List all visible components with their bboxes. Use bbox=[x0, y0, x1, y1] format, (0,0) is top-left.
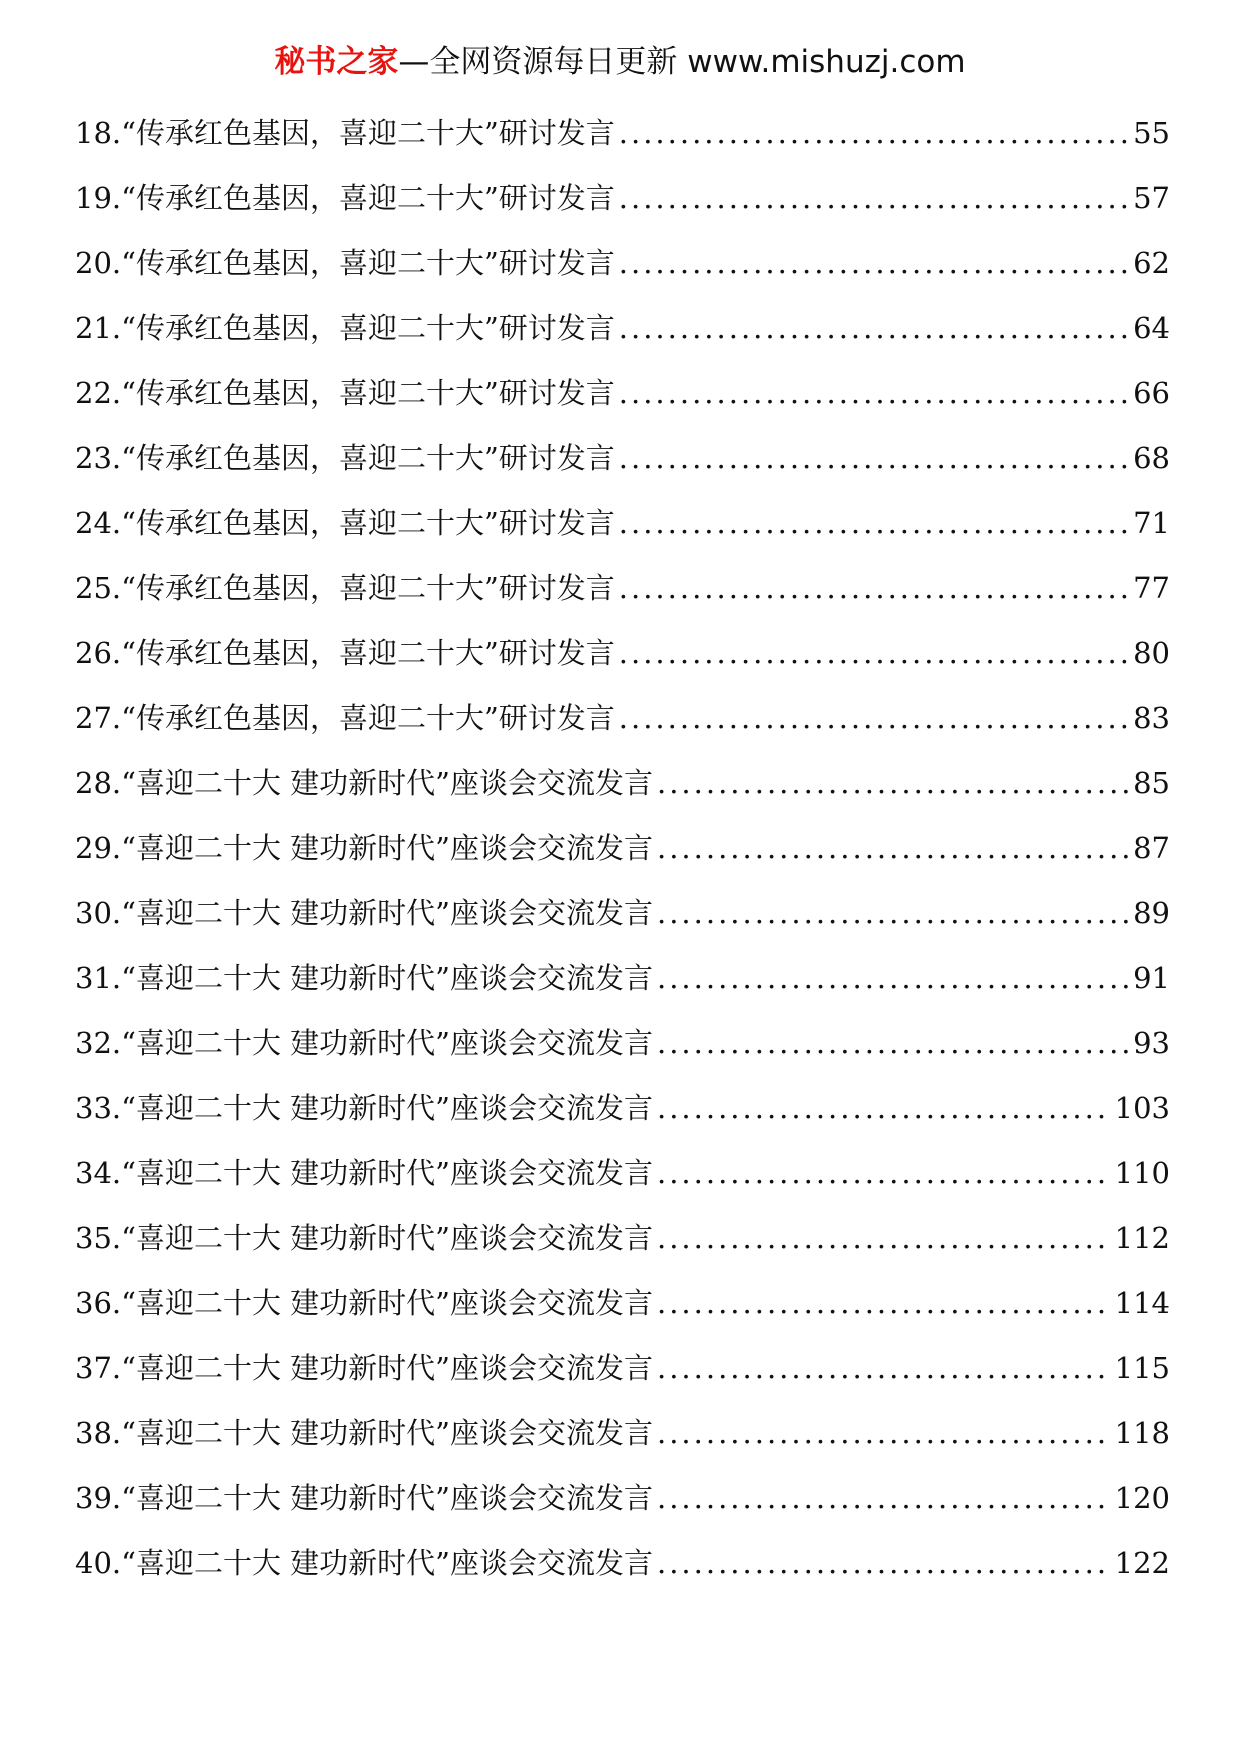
toc-entry-page-number: 83 bbox=[1133, 701, 1170, 735]
toc-entry-number: 40. bbox=[75, 1546, 122, 1580]
toc-entry-number: 26. bbox=[75, 636, 122, 670]
toc-dot-leader bbox=[657, 1409, 1111, 1457]
toc-entry-page-number: 64 bbox=[1133, 311, 1170, 345]
toc-entry[interactable] bbox=[75, 1474, 1170, 1539]
toc-entry-page-number: 115 bbox=[1114, 1351, 1170, 1385]
table-of-contents bbox=[75, 109, 1170, 1604]
toc-entry-page-number: 120 bbox=[1114, 1481, 1170, 1515]
toc-dot-leader bbox=[657, 1344, 1111, 1392]
toc-entry-title: “喜迎二十大 建功新时代”座谈会交流发言 bbox=[121, 766, 653, 800]
toc-entry-number: 31. bbox=[75, 961, 122, 995]
toc-entry-page-number: 55 bbox=[1133, 116, 1170, 150]
toc-dot-leader bbox=[619, 109, 1129, 157]
toc-entry[interactable] bbox=[75, 174, 1170, 239]
toc-entry[interactable] bbox=[75, 109, 1170, 174]
toc-entry-number: 38. bbox=[75, 1416, 122, 1450]
toc-entry[interactable] bbox=[75, 1279, 1170, 1344]
toc-entry-number: 34. bbox=[75, 1156, 122, 1190]
toc-entry-page-number: 87 bbox=[1133, 831, 1170, 865]
toc-entry-title: “传承红色基因，喜迎二十大”研讨发言 bbox=[121, 636, 615, 670]
toc-entry-number: 36. bbox=[75, 1286, 122, 1320]
toc-entry-title: “喜迎二十大 建功新时代”座谈会交流发言 bbox=[121, 1026, 653, 1060]
toc-entry-number: 20. bbox=[75, 246, 122, 280]
toc-entry[interactable] bbox=[75, 304, 1170, 369]
toc-entry-number: 23. bbox=[75, 441, 122, 475]
toc-entry-title: “传承红色基因，喜迎二十大”研讨发言 bbox=[121, 181, 615, 215]
toc-entry[interactable] bbox=[75, 889, 1170, 954]
toc-entry-number: 28. bbox=[75, 766, 122, 800]
toc-entry[interactable] bbox=[75, 824, 1170, 889]
toc-dot-leader bbox=[619, 304, 1129, 352]
toc-entry-number: 24. bbox=[75, 506, 122, 540]
toc-entry-page-number: 118 bbox=[1114, 1416, 1170, 1450]
toc-entry[interactable] bbox=[75, 564, 1170, 629]
toc-entry[interactable] bbox=[75, 369, 1170, 434]
toc-entry-number: 22. bbox=[75, 376, 122, 410]
toc-dot-leader bbox=[657, 1019, 1129, 1067]
toc-entry-page-number: 85 bbox=[1133, 766, 1170, 800]
toc-entry-title: “喜迎二十大 建功新时代”座谈会交流发言 bbox=[121, 1481, 653, 1515]
toc-entry-title: “传承红色基因，喜迎二十大”研讨发言 bbox=[121, 376, 615, 410]
toc-entry-number: 30. bbox=[75, 896, 122, 930]
page-header bbox=[0, 40, 1240, 84]
toc-dot-leader bbox=[657, 759, 1129, 807]
toc-dot-leader bbox=[657, 1084, 1111, 1132]
toc-entry-title: “传承红色基因，喜迎二十大”研讨发言 bbox=[121, 441, 615, 475]
toc-dot-leader bbox=[657, 1214, 1111, 1262]
toc-dot-leader bbox=[657, 889, 1129, 937]
toc-entry-title: “喜迎二十大 建功新时代”座谈会交流发言 bbox=[121, 1156, 653, 1190]
toc-entry-page-number: 114 bbox=[1114, 1286, 1170, 1320]
toc-dot-leader bbox=[619, 434, 1129, 482]
toc-entry-number: 33. bbox=[75, 1091, 122, 1125]
toc-entry-number: 25. bbox=[75, 571, 122, 605]
toc-entry-page-number: 122 bbox=[1114, 1546, 1170, 1580]
toc-entry-title: “传承红色基因，喜迎二十大”研讨发言 bbox=[121, 701, 615, 735]
toc-entry-title: “传承红色基因，喜迎二十大”研讨发言 bbox=[121, 246, 615, 280]
toc-entry-title: “喜迎二十大 建功新时代”座谈会交流发言 bbox=[121, 1351, 653, 1385]
toc-entry-title: “喜迎二十大 建功新时代”座谈会交流发言 bbox=[121, 1286, 653, 1320]
toc-entry[interactable] bbox=[75, 1084, 1170, 1149]
toc-dot-leader bbox=[619, 499, 1129, 547]
toc-entry-number: 32. bbox=[75, 1026, 122, 1060]
toc-entry-title: “喜迎二十大 建功新时代”座谈会交流发言 bbox=[121, 896, 653, 930]
toc-entry-page-number: 80 bbox=[1133, 636, 1170, 670]
toc-entry-page-number: 68 bbox=[1133, 441, 1170, 475]
toc-dot-leader bbox=[619, 369, 1129, 417]
toc-entry-title: “传承红色基因，喜迎二十大”研讨发言 bbox=[121, 311, 615, 345]
toc-entry-title: “喜迎二十大 建功新时代”座谈会交流发言 bbox=[121, 1416, 653, 1450]
toc-entry-title: “传承红色基因，喜迎二十大”研讨发言 bbox=[121, 116, 615, 150]
toc-entry-title: “喜迎二十大 建功新时代”座谈会交流发言 bbox=[121, 1091, 653, 1125]
toc-entry[interactable] bbox=[75, 1539, 1170, 1604]
toc-entry-page-number: 66 bbox=[1133, 376, 1170, 410]
toc-entry-page-number: 103 bbox=[1114, 1091, 1170, 1125]
toc-entry[interactable] bbox=[75, 1149, 1170, 1214]
toc-entry-number: 29. bbox=[75, 831, 122, 865]
toc-entry-page-number: 57 bbox=[1133, 181, 1170, 215]
toc-entry-title: “喜迎二十大 建功新时代”座谈会交流发言 bbox=[121, 1221, 653, 1255]
toc-entry[interactable] bbox=[75, 759, 1170, 824]
toc-dot-leader bbox=[619, 239, 1129, 287]
toc-entry-title: “传承红色基因，喜迎二十大”研讨发言 bbox=[121, 506, 615, 540]
toc-entry[interactable] bbox=[75, 434, 1170, 499]
toc-dot-leader bbox=[657, 1539, 1111, 1587]
toc-dot-leader bbox=[657, 1474, 1111, 1522]
toc-entry[interactable] bbox=[75, 954, 1170, 1019]
toc-entry-page-number: 93 bbox=[1133, 1026, 1170, 1060]
toc-entry[interactable] bbox=[75, 1019, 1170, 1084]
toc-entry-page-number: 112 bbox=[1114, 1221, 1170, 1255]
toc-entry-number: 37. bbox=[75, 1351, 122, 1385]
toc-entry[interactable] bbox=[75, 499, 1170, 564]
toc-entry-page-number: 89 bbox=[1133, 896, 1170, 930]
toc-entry-number: 35. bbox=[75, 1221, 122, 1255]
toc-entry-title: “喜迎二十大 建功新时代”座谈会交流发言 bbox=[121, 831, 653, 865]
toc-entry[interactable] bbox=[75, 1409, 1170, 1474]
toc-entry-number: 39. bbox=[75, 1481, 122, 1515]
toc-entry-page-number: 77 bbox=[1133, 571, 1170, 605]
toc-entry-number: 19. bbox=[75, 181, 122, 215]
toc-entry-page-number: 91 bbox=[1133, 961, 1170, 995]
toc-entry[interactable] bbox=[75, 1344, 1170, 1409]
toc-dot-leader bbox=[619, 174, 1129, 222]
toc-entry[interactable] bbox=[75, 1214, 1170, 1279]
toc-entry-number: 18. bbox=[75, 116, 122, 150]
toc-dot-leader bbox=[619, 629, 1129, 677]
toc-entry[interactable] bbox=[75, 694, 1170, 759]
toc-dot-leader bbox=[657, 824, 1129, 872]
toc-entry-number: 21. bbox=[75, 311, 122, 345]
toc-entry-number: 27. bbox=[75, 701, 122, 735]
toc-entry-page-number: 110 bbox=[1114, 1156, 1170, 1190]
brand-name: 秘书之家 bbox=[274, 44, 399, 80]
toc-entry-title: “传承红色基因，喜迎二十大”研讨发言 bbox=[121, 571, 615, 605]
toc-entry-title: “喜迎二十大 建功新时代”座谈会交流发言 bbox=[121, 1546, 653, 1580]
toc-dot-leader bbox=[619, 694, 1129, 742]
header-tagline: —全网资源每日更新 www.mishuzj.com bbox=[398, 44, 966, 80]
toc-dot-leader bbox=[657, 1279, 1111, 1327]
toc-entry-page-number: 62 bbox=[1133, 246, 1170, 280]
toc-entry-title: “喜迎二十大 建功新时代”座谈会交流发言 bbox=[121, 961, 653, 995]
toc-entry[interactable] bbox=[75, 239, 1170, 304]
toc-dot-leader bbox=[619, 564, 1129, 612]
toc-dot-leader bbox=[657, 1149, 1111, 1197]
toc-entry-page-number: 71 bbox=[1133, 506, 1170, 540]
toc-entry[interactable] bbox=[75, 629, 1170, 694]
toc-dot-leader bbox=[657, 954, 1129, 1002]
